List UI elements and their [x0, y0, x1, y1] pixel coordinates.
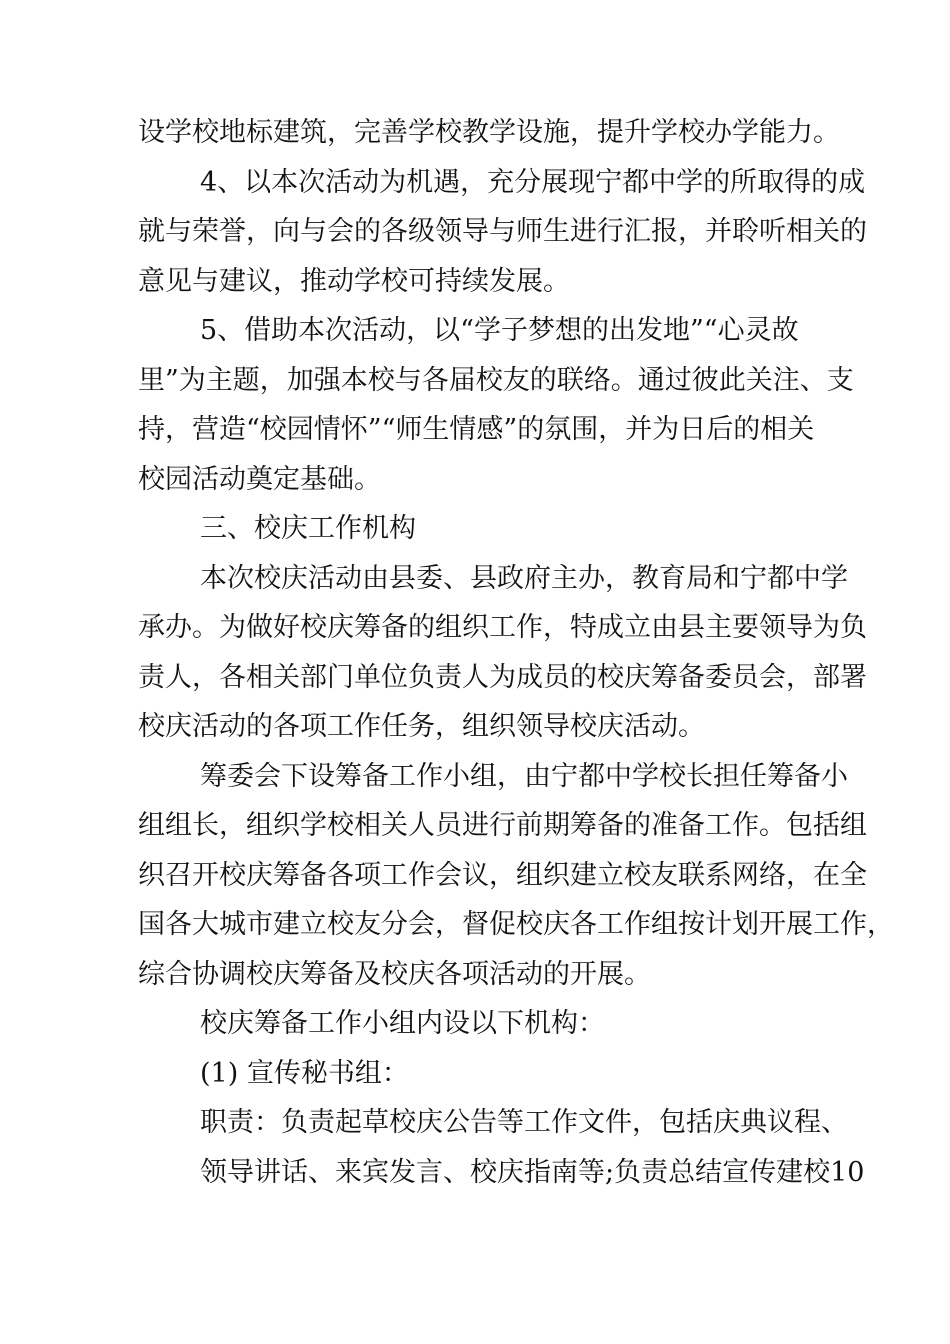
text-line: 综合协调校庆筹备及校庆各项活动的开展。: [138, 958, 651, 990]
text-line: 校园活动奠定基础。: [138, 463, 381, 495]
text-line: 领导讲话、来宾发言、校庆指南等;负责总结宣传建校10: [200, 1156, 865, 1188]
text-line: 5、借助本次活动，以“学子梦想的出发地”“心灵故: [200, 315, 799, 346]
text-line: 校庆筹备工作小组内设以下机构：: [200, 1008, 605, 1039]
text-line: 国各大城市建立校友分会，督促校庆各工作组按计划开展工作，: [138, 909, 894, 940]
text-line: 持，营造“校园情怀”“师生情感”的氛围，并为日后的相关: [138, 414, 815, 445]
text-line: 筹委会下设筹备工作小组，由宁都中学校长担任筹备小: [200, 760, 848, 792]
text-line: 校庆活动的各项工作任务，组织领导校庆活动。: [138, 711, 705, 742]
text-line: 本次校庆活动由县委、县政府主办，教育局和宁都中学: [200, 562, 848, 594]
text-line: 织召开校庆筹备各项工作会议，组织建立校友联系网络，在全: [138, 859, 867, 891]
text-line: 意见与建议，推动学校可持续发展。: [138, 265, 570, 297]
text-line: 就与荣誉，向与会的各级领导与师生进行汇报，并聆听相关的: [138, 216, 867, 247]
text-line: 4、以本次活动为机遇，充分展现宁都中学的所取得的成: [200, 166, 866, 198]
text-line: 设学校地标建筑，完善学校教学设施，提升学校办学能力。: [138, 117, 840, 148]
list-item-heading: (1) 宣传秘书组：: [200, 1057, 409, 1089]
text-line: 里”为主题，加强本校与各届校友的联络。通过彼此关注、支: [138, 364, 854, 396]
text-line: 责人，各相关部门单位负责人为成员的校庆筹备委员会，部署: [138, 661, 867, 693]
text-line: 承办。为做好校庆筹备的组织工作，特成立由县主要领导为负: [138, 612, 867, 643]
text-line: 职责：负责起草校庆公告等工作文件，包括庆典议程、: [200, 1107, 848, 1138]
document-body: [138, 108, 894, 1197]
section-heading: 三、校庆工作机构: [200, 513, 416, 544]
text-line: 组组长，组织学校相关人员进行前期筹备的准备工作。包括组: [138, 810, 867, 841]
